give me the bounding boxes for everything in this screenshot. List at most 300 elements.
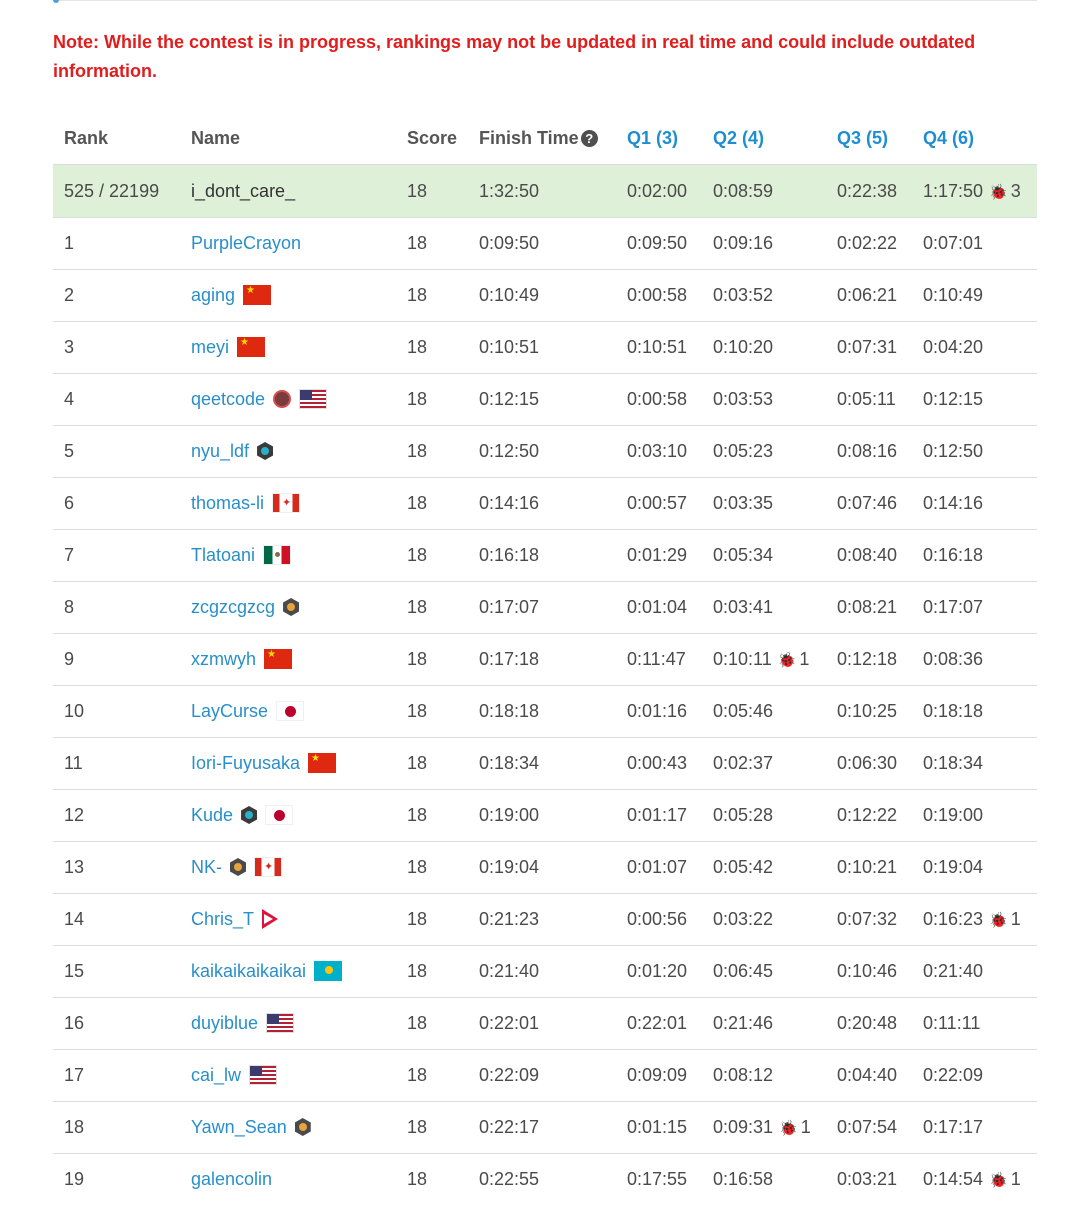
q2-cell <box>702 790 826 842</box>
name-cell <box>180 1102 396 1154</box>
q3-time: 0:07:46 <box>837 493 897 513</box>
score-cell: 18 <box>396 1154 468 1205</box>
q4-cell <box>912 998 1037 1050</box>
user-link[interactable]: galencolin <box>191 1169 272 1189</box>
q3-time: 0:08:16 <box>837 441 897 461</box>
q2-cell <box>702 998 826 1050</box>
q3-time: 0:07:54 <box>837 1117 897 1137</box>
q3-cell <box>826 1102 912 1154</box>
table-row <box>53 582 1037 634</box>
rank-cell: 10 <box>53 686 180 738</box>
q4-time: 0:10:49 <box>923 285 983 305</box>
finish-time-cell: 0:18:18 <box>468 686 616 738</box>
q3-cell <box>826 270 912 322</box>
q4-time: 0:17:07 <box>923 597 983 617</box>
table-row <box>53 738 1037 790</box>
q3-time: 0:20:48 <box>837 1013 897 1033</box>
rank-cell: 11 <box>53 738 180 790</box>
q1-time: 0:03:10 <box>627 441 687 461</box>
q4-time: 0:12:15 <box>923 389 983 409</box>
user-link[interactable]: Tlatoani <box>191 545 255 565</box>
q1-cell <box>616 270 702 322</box>
rank-cell: 9 <box>53 634 180 686</box>
finish-time-cell: 0:18:34 <box>468 738 616 790</box>
user-link[interactable]: cai_lw <box>191 1065 241 1085</box>
score-cell: 18 <box>396 790 468 842</box>
q1-time: 0:00:58 <box>627 285 687 305</box>
q3-cell <box>826 634 912 686</box>
q3-cell <box>826 426 912 478</box>
header-row <box>53 112 1037 165</box>
score-cell: 18 <box>396 842 468 894</box>
finish-time-cell: 0:22:09 <box>468 1050 616 1102</box>
flag-ca-icon <box>254 857 282 877</box>
q3-time: 0:08:40 <box>837 545 897 565</box>
q1-time: 0:00:58 <box>627 389 687 409</box>
q2-cell <box>702 218 826 270</box>
score-cell: 18 <box>396 218 468 270</box>
name-cell <box>180 582 396 634</box>
table-row <box>53 478 1037 530</box>
q4-cell <box>912 270 1037 322</box>
q1-cell <box>616 946 702 998</box>
user-link[interactable]: thomas-li <box>191 493 264 513</box>
q3-cell <box>826 374 912 426</box>
name-cell <box>180 842 396 894</box>
q4-time: 0:04:20 <box>923 337 983 357</box>
name-cell <box>180 738 396 790</box>
q4-penalty-count: 3 <box>1011 181 1021 201</box>
q4-time: 0:17:17 <box>923 1117 983 1137</box>
finish-time-label: Finish Time <box>479 128 579 148</box>
q1-cell <box>616 426 702 478</box>
q1-cell <box>616 1050 702 1102</box>
table-row <box>53 322 1037 374</box>
score-cell: 18 <box>396 582 468 634</box>
user-link[interactable]: nyu_ldf <box>191 441 249 461</box>
q1-time: 0:01:07 <box>627 857 687 877</box>
q1-time: 0:17:55 <box>627 1169 687 1189</box>
q4-time: 0:14:16 <box>923 493 983 513</box>
q1-time: 0:01:04 <box>627 597 687 617</box>
score-cell: 18 <box>396 686 468 738</box>
user-link[interactable]: Iori-Fuyusaka <box>191 753 300 773</box>
finish-time-cell: 0:21:40 <box>468 946 616 998</box>
q2-time: 0:05:46 <box>713 701 773 721</box>
q4-time: 0:14:54 <box>923 1169 983 1189</box>
rank-cell: 19 <box>53 1154 180 1205</box>
finish-time-cell: 0:19:04 <box>468 842 616 894</box>
q2-cell <box>702 1102 826 1154</box>
question-circle-icon[interactable]: ? <box>581 130 598 147</box>
q2-time: 0:16:58 <box>713 1169 773 1189</box>
q4-time: 0:12:50 <box>923 441 983 461</box>
rank-cell: 14 <box>53 894 180 946</box>
table-row <box>53 426 1037 478</box>
user-link[interactable]: xzmwyh <box>191 649 256 669</box>
q3-cell <box>826 582 912 634</box>
q4-time: 0:19:04 <box>923 857 983 877</box>
q3-time: 0:10:21 <box>837 857 897 877</box>
rank-cell: 16 <box>53 998 180 1050</box>
flag-cn-icon <box>308 753 336 773</box>
q1-time: 0:01:17 <box>627 805 687 825</box>
score-cell: 18 <box>396 634 468 686</box>
q4-cell <box>912 842 1037 894</box>
q2-cell <box>702 530 826 582</box>
q4-time: 0:19:00 <box>923 805 983 825</box>
top-divider <box>53 0 1037 1</box>
rank-cell: 3 <box>53 322 180 374</box>
q1-cell <box>616 218 702 270</box>
q1-time: 0:00:56 <box>627 909 687 929</box>
q4-time: 0:18:34 <box>923 753 983 773</box>
q1-time: 0:11:47 <box>627 649 686 669</box>
q1-time: 0:00:43 <box>627 753 687 773</box>
guardian-badge-icon <box>241 806 257 824</box>
flag-cn-icon <box>264 649 292 669</box>
q2-cell <box>702 1050 826 1102</box>
finish-time-header <box>468 112 616 165</box>
q2-cell <box>702 1154 826 1205</box>
q3-time: 0:06:21 <box>837 285 897 305</box>
name-cell <box>180 946 396 998</box>
q1-time: 0:00:57 <box>627 493 687 513</box>
user-link[interactable]: meyi <box>191 337 229 357</box>
score-cell: 18 <box>396 894 468 946</box>
score-header: Score <box>396 112 468 165</box>
score-cell: 18 <box>396 1050 468 1102</box>
q1-cell <box>616 738 702 790</box>
q1-time: 0:10:51 <box>627 337 687 357</box>
rank-cell: 5 <box>53 426 180 478</box>
q2-cell <box>702 582 826 634</box>
flag-cn-icon <box>237 337 265 357</box>
q3-cell <box>826 946 912 998</box>
user-link[interactable]: qeetcode <box>191 389 265 409</box>
q3-cell <box>826 218 912 270</box>
q2-time: 0:03:52 <box>713 285 773 305</box>
flag-ca-icon <box>272 493 300 513</box>
current-user-finish-time: 1:32:50 <box>468 165 616 218</box>
finish-time-cell: 0:22:17 <box>468 1102 616 1154</box>
name-cell <box>180 1154 396 1205</box>
current-user-name: i_dont_care_ <box>180 165 396 218</box>
table-row <box>53 374 1037 426</box>
q3-time: 0:12:18 <box>837 649 897 669</box>
score-cell: 18 <box>396 1102 468 1154</box>
finish-time-cell: 0:12:50 <box>468 426 616 478</box>
bug-icon: 🐞 <box>779 1120 798 1137</box>
bug-icon: 🐞 <box>778 652 797 669</box>
rank-cell: 18 <box>53 1102 180 1154</box>
q3-cell <box>826 1050 912 1102</box>
q1-cell <box>616 842 702 894</box>
finish-time-cell: 0:22:55 <box>468 1154 616 1205</box>
q4-cell <box>912 1102 1037 1154</box>
top-accent <box>53 0 59 3</box>
finish-time-cell: 0:21:23 <box>468 894 616 946</box>
name-cell <box>180 322 396 374</box>
table-row <box>53 218 1037 270</box>
knight-badge-icon <box>230 858 246 876</box>
q3-time: 0:07:32 <box>837 909 897 929</box>
q2-time: 0:02:37 <box>713 753 773 773</box>
q3-cell <box>826 998 912 1050</box>
score-cell: 18 <box>396 426 468 478</box>
q1-cell <box>616 894 702 946</box>
current-user-q3: 0:22:38 <box>826 165 912 218</box>
q4-time: 0:18:18 <box>923 701 983 721</box>
finish-time-cell: 0:17:18 <box>468 634 616 686</box>
table-row <box>53 998 1037 1050</box>
table-row <box>53 530 1037 582</box>
user-link[interactable]: LayCurse <box>191 701 268 721</box>
q3-cell <box>826 322 912 374</box>
user-link[interactable]: Kude <box>191 805 233 825</box>
user-link[interactable]: aging <box>191 285 235 305</box>
q2-header[interactable]: Q2 (4) <box>702 112 826 165</box>
q2-penalty-count: 1 <box>801 1117 811 1137</box>
name-header: Name <box>180 112 396 165</box>
q2-time: 0:08:12 <box>713 1065 773 1085</box>
knight-badge-icon <box>295 1118 311 1136</box>
q3-time: 0:10:25 <box>837 701 897 721</box>
current-user-row <box>53 165 1037 218</box>
flag-jp-icon <box>265 805 293 825</box>
finish-time-cell: 0:09:50 <box>468 218 616 270</box>
name-cell <box>180 530 396 582</box>
score-cell: 18 <box>396 478 468 530</box>
q3-cell <box>826 686 912 738</box>
q1-cell <box>616 998 702 1050</box>
q2-cell <box>702 270 826 322</box>
q4-time: 0:11:11 <box>923 1013 980 1033</box>
q4-time: 0:16:18 <box>923 545 983 565</box>
name-cell <box>180 998 396 1050</box>
q3-header[interactable]: Q3 (5) <box>826 112 912 165</box>
rank-cell: 17 <box>53 1050 180 1102</box>
table-row <box>53 1154 1037 1205</box>
q2-time: 0:09:16 <box>713 233 773 253</box>
contest-note: Note: While the contest is in progress, rankings may not be updated in real time and could include outdated information. <box>53 28 1013 86</box>
current-user-q2: 0:08:59 <box>702 165 826 218</box>
score-cell: 18 <box>396 270 468 322</box>
q3-cell <box>826 894 912 946</box>
q2-time: 0:10:20 <box>713 337 773 357</box>
q4-cell <box>912 530 1037 582</box>
name-cell <box>180 218 396 270</box>
q4-header[interactable]: Q4 (6) <box>912 112 1037 165</box>
user-link[interactable]: kaikaikaikaikai <box>191 961 306 981</box>
q4-time: 0:07:01 <box>923 233 983 253</box>
table-row <box>53 634 1037 686</box>
table-row <box>53 1050 1037 1102</box>
bug-icon: 🐞 <box>989 1172 1008 1189</box>
score-cell: 18 <box>396 946 468 998</box>
rank-cell: 2 <box>53 270 180 322</box>
name-cell <box>180 270 396 322</box>
q2-cell <box>702 894 826 946</box>
finish-time-cell: 0:17:07 <box>468 582 616 634</box>
q4-penalty-count: 1 <box>1011 1169 1021 1189</box>
q2-penalty-count: 1 <box>799 649 809 669</box>
q3-time: 0:03:21 <box>837 1169 897 1189</box>
q2-time: 0:03:35 <box>713 493 773 513</box>
name-cell <box>180 1050 396 1102</box>
q4-time: 1:17:50 <box>923 181 983 201</box>
finish-time-cell: 0:22:01 <box>468 998 616 1050</box>
q3-time: 0:08:21 <box>837 597 897 617</box>
q4-cell <box>912 374 1037 426</box>
q2-cell <box>702 374 826 426</box>
q2-time: 0:09:31 <box>713 1117 773 1137</box>
table-row <box>53 686 1037 738</box>
red-badge-icon <box>273 390 291 408</box>
q1-time: 0:22:01 <box>627 1013 687 1033</box>
q4-penalty-count: 1 <box>1011 909 1021 929</box>
q4-time: 0:08:36 <box>923 649 983 669</box>
q1-time: 0:01:15 <box>627 1117 687 1137</box>
q1-header[interactable]: Q1 (3) <box>616 112 702 165</box>
user-link[interactable]: zcgzcgzcg <box>191 597 275 617</box>
q4-cell <box>912 946 1037 998</box>
q2-cell <box>702 478 826 530</box>
q1-cell <box>616 322 702 374</box>
q2-time: 0:05:42 <box>713 857 773 877</box>
flag-us-icon <box>249 1065 277 1085</box>
q3-time: 0:02:22 <box>837 233 897 253</box>
score-cell: 18 <box>396 374 468 426</box>
finish-time-cell: 0:10:49 <box>468 270 616 322</box>
q2-cell <box>702 426 826 478</box>
user-link[interactable]: Chris_T <box>191 909 254 929</box>
name-cell <box>180 478 396 530</box>
user-link[interactable]: PurpleCrayon <box>191 233 301 253</box>
q2-time: 0:05:34 <box>713 545 773 565</box>
table-row <box>53 270 1037 322</box>
q3-cell <box>826 530 912 582</box>
table-row <box>53 790 1037 842</box>
bug-icon: 🐞 <box>989 912 1008 929</box>
q1-time: 0:09:09 <box>627 1065 687 1085</box>
table-row <box>53 1102 1037 1154</box>
current-user-q4 <box>912 165 1037 218</box>
score-cell: 18 <box>396 322 468 374</box>
name-cell <box>180 634 396 686</box>
q2-cell <box>702 322 826 374</box>
name-cell <box>180 894 396 946</box>
q4-cell <box>912 790 1037 842</box>
bug-icon: 🐞 <box>989 184 1008 201</box>
q4-cell <box>912 582 1037 634</box>
knight-badge-icon <box>283 598 299 616</box>
finish-time-cell: 0:10:51 <box>468 322 616 374</box>
flag-cn-icon <box>243 285 271 305</box>
name-cell <box>180 686 396 738</box>
table-row <box>53 946 1037 998</box>
q1-time: 0:01:29 <box>627 545 687 565</box>
q4-cell <box>912 738 1037 790</box>
q3-time: 0:07:31 <box>837 337 897 357</box>
finish-time-cell: 0:12:15 <box>468 374 616 426</box>
q3-time: 0:10:46 <box>837 961 897 981</box>
ranking-table <box>53 112 1037 1205</box>
q2-cell <box>702 842 826 894</box>
table-row <box>53 842 1037 894</box>
score-cell: 18 <box>396 530 468 582</box>
q1-cell <box>616 686 702 738</box>
score-cell: 18 <box>396 998 468 1050</box>
q1-cell <box>616 790 702 842</box>
q4-cell <box>912 478 1037 530</box>
q3-cell <box>826 738 912 790</box>
q1-cell <box>616 478 702 530</box>
rank-header: Rank <box>53 112 180 165</box>
guardian-badge-icon <box>257 442 273 460</box>
rank-cell: 7 <box>53 530 180 582</box>
q4-time: 0:16:23 <box>923 909 983 929</box>
finish-time-cell: 0:19:00 <box>468 790 616 842</box>
name-cell <box>180 790 396 842</box>
q3-time: 0:06:30 <box>837 753 897 773</box>
q3-cell <box>826 790 912 842</box>
table-row <box>53 894 1037 946</box>
q4-cell <box>912 1154 1037 1205</box>
q1-cell <box>616 582 702 634</box>
q2-cell <box>702 634 826 686</box>
rank-cell: 13 <box>53 842 180 894</box>
q4-time: 0:22:09 <box>923 1065 983 1085</box>
q3-time: 0:05:11 <box>837 389 896 409</box>
q4-cell <box>912 218 1037 270</box>
q2-time: 0:03:53 <box>713 389 773 409</box>
rank-cell: 15 <box>53 946 180 998</box>
q4-cell <box>912 322 1037 374</box>
q1-time: 0:09:50 <box>627 233 687 253</box>
q3-time: 0:04:40 <box>837 1065 897 1085</box>
finish-time-cell: 0:14:16 <box>468 478 616 530</box>
q1-time: 0:01:20 <box>627 961 687 981</box>
rank-cell: 6 <box>53 478 180 530</box>
q3-cell <box>826 842 912 894</box>
rank-cell: 1 <box>53 218 180 270</box>
flag-us-icon <box>266 1013 294 1033</box>
q1-time: 0:01:16 <box>627 701 687 721</box>
q2-time: 0:06:45 <box>713 961 773 981</box>
name-cell <box>180 426 396 478</box>
q2-time: 0:05:28 <box>713 805 773 825</box>
user-link[interactable]: duyiblue <box>191 1013 258 1033</box>
q4-cell <box>912 634 1037 686</box>
rank-cell: 4 <box>53 374 180 426</box>
flag-kz-icon <box>314 961 342 981</box>
q4-time: 0:21:40 <box>923 961 983 981</box>
user-link[interactable]: NK- <box>191 857 222 877</box>
q2-cell <box>702 946 826 998</box>
q1-cell <box>616 634 702 686</box>
flag-np-icon <box>262 909 282 929</box>
flag-jp-icon <box>276 701 304 721</box>
q1-cell <box>616 1102 702 1154</box>
q4-cell <box>912 894 1037 946</box>
q2-time: 0:03:22 <box>713 909 773 929</box>
q2-time: 0:10:11 <box>713 649 772 669</box>
q2-time: 0:05:23 <box>713 441 773 461</box>
user-link[interactable]: Yawn_Sean <box>191 1117 287 1137</box>
finish-time-cell: 0:16:18 <box>468 530 616 582</box>
q4-cell <box>912 426 1037 478</box>
